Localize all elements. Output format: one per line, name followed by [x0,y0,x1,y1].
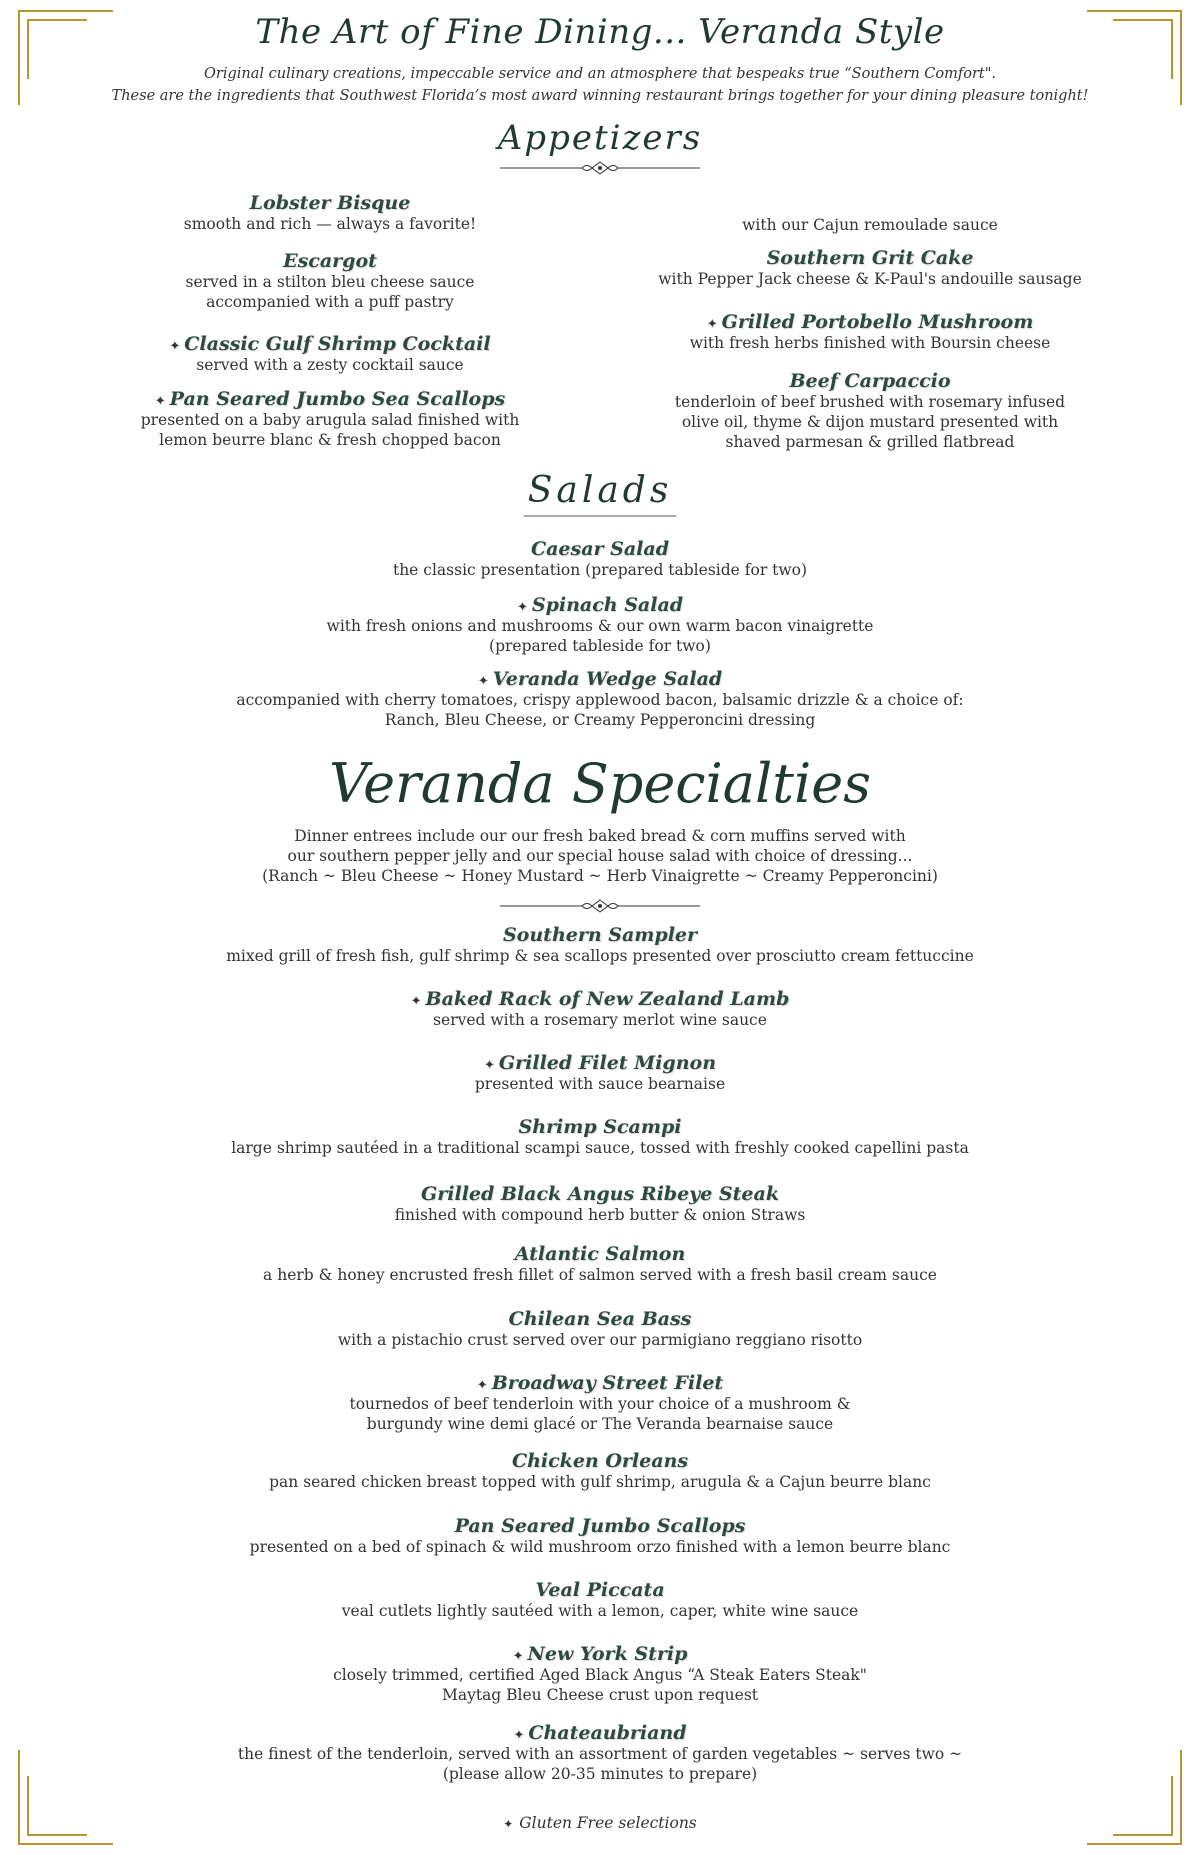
dish-name: Chicken Orleans [511,1450,689,1472]
dish-description: the finest of the tenderloin, served with an assortment of garden vegetables ~ serves two ~ [237,1745,963,1763]
page-title: The Art of Fine Dining... Veranda Style [255,12,945,52]
dish-description: finished with compound herb butter & onion Straws [394,1206,806,1224]
dish-description: presented on a bed of spinach & wild mushroom orzo finished with a lemon beurre blanc [249,1538,951,1556]
gluten-free-icon: ✦ [512,1649,524,1664]
menu-item [100,1052,1100,1094]
dish-description: presented on a baby arugula salad finished with [140,411,520,429]
menu-item [100,1515,1100,1557]
dish-description: tenderloin of beef brushed with rosemary infused [674,393,1066,411]
menu-item [100,1372,1100,1434]
gluten-free-icon: ✦ [516,600,528,615]
dish-description: pan seared chicken breast topped with gulf shrimp, arugula & a Cajun beurre blanc [269,1473,931,1491]
dish-name: Veranda Wedge Salad [492,668,723,690]
intro-line-1: Original culinary creations, impeccable service and an atmosphere that bespeaks true “Southern Comfort". [204,66,996,82]
intro-text: our southern pepper jelly and our special house salad with choice of dressing... [287,847,913,865]
menu-item [100,1579,1100,1621]
menu-item [100,250,560,312]
dish-description: a herb & honey encrusted fresh fillet of salmon served with a fresh basil cream sauce [263,1266,937,1284]
dish-name: Broadway Street Filet [491,1372,724,1394]
dish-name: Grilled Black Angus Ribeye Steak [421,1183,779,1205]
intro-line-2: These are the ingredients that Southwest Florida’s most award winning restaurant brings together for your dining pleasure tonight! [111,88,1089,104]
dish-description: burgundy wine demi glacé or The Veranda bearnaise sauce [366,1415,834,1433]
menu-item [620,215,1120,235]
dish-description: with our Cajun remoulade sauce [742,216,998,234]
ornament-divider [500,160,700,176]
dish-description: presented with sauce bearnaise [474,1075,726,1093]
menu-item [100,388,560,450]
gluten-free-icon: ✦ [706,317,718,332]
gluten-free-icon: ✦ [169,339,181,354]
dish-name: Southern Sampler [502,924,698,946]
dish-name: Classic Gulf Shrimp Cocktail [184,333,491,355]
intro-text: Dinner entrees include our our fresh baked bread & corn muffins served with [294,827,906,845]
menu-item [100,1722,1100,1784]
section-underline [524,514,676,518]
gluten-free-icon: ✦ [154,394,166,409]
menu-item [620,247,1120,289]
dish-description: with fresh herbs finished with Boursin cheese [689,334,1051,352]
menu-item [100,1183,1100,1225]
dish-name: Chilean Sea Bass [508,1308,692,1330]
menu-item [100,1450,1100,1492]
dish-description: (please allow 20-35 minutes to prepare) [442,1765,758,1783]
dish-name: Spinach Salad [531,594,684,616]
dish-name: Lobster Bisque [249,192,411,214]
menu-item [100,594,1100,656]
dish-description: served with a rosemary merlot wine sauce [433,1011,767,1029]
appetizers-heading: Appetizers [497,118,703,158]
dish-description: closely trimmed, certified Aged Black Angus “A Steak Eaters Steak" [333,1666,867,1684]
gluten-free-note: Gluten Free selections [519,1814,697,1832]
gluten-free-icon: ✦ [476,1378,488,1393]
dish-name: Shrimp Scampi [518,1116,682,1138]
dish-description: olive oil, thyme & dijon mustard presented with [681,413,1059,431]
dish-description: served with a zesty cocktail sauce [196,356,464,374]
intro-text: (Ranch ~ Bleu Cheese ~ Honey Mustard ~ Herb Vinaigrette ~ Creamy Pepperoncini) [262,867,938,885]
menu-item [620,370,1120,452]
gluten-free-icon: ✦ [483,1058,495,1073]
dish-description: the classic presentation (prepared tableside for two) [392,561,808,579]
dish-description: large shrimp sautéed in a traditional scampi sauce, tossed with freshly cooked capellini pasta [231,1139,969,1157]
dish-name: Atlantic Salmon [514,1243,686,1265]
menu-item [100,333,560,375]
dish-name: Pan Seared Jumbo Sea Scallops [169,388,506,410]
dish-description: (prepared tableside for two) [489,637,711,655]
dish-name: New York Strip [527,1643,688,1665]
menu-item [620,311,1120,353]
menu-item [100,1643,1100,1705]
dish-description: shaved parmesan & grilled flatbread [725,433,1015,451]
ornament-divider [500,898,700,914]
dish-description: Maytag Bleu Cheese crust upon request [441,1686,759,1704]
dish-name: Escargot [283,250,377,272]
dish-name: Grilled Portobello Mushroom [721,311,1034,333]
gluten-free-icon: ✦ [410,994,422,1009]
gluten-free-icon: ✦ [503,1817,514,1831]
dish-description: served in a stilton bleu cheese sauce [185,273,475,291]
menu-item [100,988,1100,1030]
dish-name: Chateaubriand [528,1722,687,1744]
dish-description: with fresh onions and mushrooms & our own warm bacon vinaigrette [326,617,874,635]
dish-description: veal cutlets lightly sautéed with a lemon, caper, white wine sauce [341,1602,859,1620]
dish-name: Beef Carpaccio [789,370,951,392]
dish-description: with Pepper Jack cheese & K-Paul's andouille sausage [658,270,1082,288]
gluten-free-legend [0,1814,1200,1832]
dish-name: Pan Seared Jumbo Scallops [454,1515,746,1537]
dish-description: lemon beurre blanc & fresh chopped bacon [159,431,501,449]
menu-item [100,924,1100,966]
dish-name: Baked Rack of New Zealand Lamb [425,988,790,1010]
dish-description: accompanied with a puff pastry [206,293,454,311]
menu-item [100,192,560,234]
menu-item [100,1243,1100,1285]
specialties-intro [100,826,1100,886]
dish-name: Caesar Salad [530,538,669,560]
gluten-free-icon: ✦ [477,674,489,689]
dish-description: mixed grill of fresh fish, gulf shrimp & sea scallops presented over prosciutto cream fettuccine [226,947,974,965]
salads-heading: Salads [527,470,673,511]
dish-name: Veal Piccata [535,1579,665,1601]
gluten-free-icon: ✦ [513,1728,525,1743]
menu-item [100,538,1100,580]
menu-item [100,1308,1100,1350]
menu-item [100,668,1100,730]
dish-description: with a pistachio crust served over our parmigiano reggiano risotto [337,1331,863,1349]
dish-description: smooth and rich — always a favorite! [183,215,477,233]
dish-description: tournedos of beef tenderloin with your choice of a mushroom & [349,1395,851,1413]
dish-name: Southern Grit Cake [766,247,974,269]
specialties-heading: Veranda Specialties [329,752,871,815]
dish-description: accompanied with cherry tomatoes, crispy applewood bacon, balsamic drizzle & a choice of: [236,691,964,709]
menu-item [100,1116,1100,1158]
dish-name: Grilled Filet Mignon [498,1052,717,1074]
dish-description: Ranch, Bleu Cheese, or Creamy Pepperoncini dressing [384,711,816,729]
